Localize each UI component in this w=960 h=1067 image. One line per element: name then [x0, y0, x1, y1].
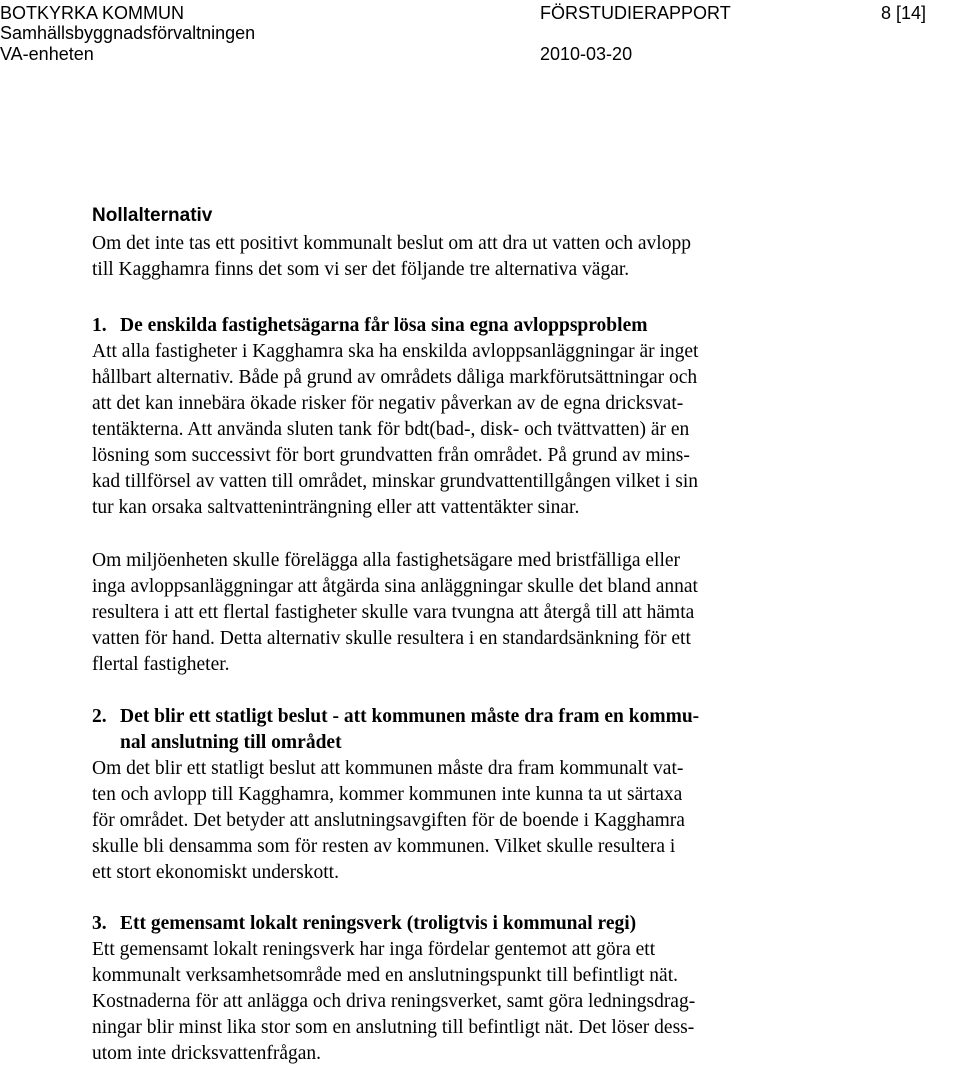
alternative-1-heading	[92, 313, 852, 339]
alternative-2-number: 2.	[92, 706, 107, 727]
body-line: Om miljöenheten skulle förelägga alla fastighetsägare med bristfälliga eller	[92, 550, 681, 571]
alternative-1	[92, 313, 852, 521]
intro-paragraph	[92, 231, 852, 283]
body-line: inga avloppsanläggningar att åtgärda sina anläggningar skulle det bland annat	[92, 576, 698, 597]
body-line: utom inte dricksvattenfrågan.	[92, 1043, 322, 1064]
body-line: ten och avlopp till Kagghamra, kommer kommunen inte kunna ta ut särtaxa	[92, 784, 683, 805]
body-line: att det kan innebära ökade risker för negativ påverkan av de egna dricksvat-	[92, 393, 684, 414]
body-line: ningar blir minst lika stor som en anslutning till befintligt nät. Det löser dess-	[92, 1017, 695, 1038]
intro-line: till Kagghamra finns det som vi ser det följande tre alternativa vägar.	[92, 259, 630, 280]
body-line: Om det blir ett statligt beslut att kommunen måste dra fram kommunalt vat-	[92, 758, 684, 779]
header-org: BOTKYRKA KOMMUN	[0, 3, 185, 23]
header-page-number: 8 [14]	[881, 3, 927, 23]
body-line: skulle bli densamma som för resten av kommunen. Vilket skulle resultera i	[92, 836, 676, 857]
header-doc-type: FÖRSTUDIERAPPORT	[540, 3, 731, 23]
alternative-2-heading	[92, 704, 852, 730]
section-title: Nollalternativ	[92, 205, 213, 226]
header-unit: VA-enheten	[0, 44, 94, 64]
alternative-2-title-line-2: nal anslutning till området	[120, 732, 342, 753]
alternative-3-title: Ett gemensamt lokalt reningsverk (troligtvis i kommunal regi)	[120, 913, 637, 934]
intro-line: Om det inte tas ett positivt kommunalt beslut om att dra ut vatten och avlopp	[92, 233, 691, 254]
alternative-1-number: 1.	[92, 315, 107, 336]
body-line: Ett gemensamt lokalt reningsverk har inga fördelar gentemot att göra ett	[92, 939, 656, 960]
alternative-1-paragraph-2	[92, 548, 852, 678]
body-line: kommunalt verksamhetsområde med en anslutningspunkt till befintligt nät.	[92, 965, 678, 986]
body-line: vatten för hand. Detta alternativ skulle resultera i en standardsänkning för ett	[92, 628, 691, 649]
body-line: Kostnaderna för att anlägga och driva reningsverket, samt göra ledningsdrag-	[92, 991, 696, 1012]
body-line: lösning som successivt för bort grundvatten från området. På grund av mins-	[92, 445, 690, 466]
alternative-3-heading	[92, 911, 852, 937]
header-date: 2010-03-20	[540, 44, 633, 64]
body-line: tentäkterna. Att använda sluten tank för bdt(bad-, disk- och tvättvatten) är en	[92, 419, 690, 440]
alternative-2-title-line-1: Det blir ett statligt beslut - att kommunen måste dra fram en kommu-	[120, 706, 700, 727]
alternative-1-title: De enskilda fastighetsägarna får lösa sina egna avloppsproblem	[120, 315, 648, 336]
body-line: Att alla fastigheter i Kagghamra ska ha enskilda avloppsanläggningar är inget	[92, 341, 699, 362]
header-dept: Samhällsbyggnadsförvaltningen	[0, 23, 256, 43]
body-line: ett stort ekonomiskt underskott.	[92, 862, 339, 883]
alternative-2-heading-cont	[92, 730, 852, 756]
body-line: tur kan orsaka saltvatteninträngning eller att vattentäkter sinar.	[92, 497, 580, 518]
body-line: kad tillförsel av vatten till området, minskar grundvattentillgången vilket i sin	[92, 471, 698, 492]
alternative-3-number: 3.	[92, 913, 107, 934]
alternative-2	[92, 704, 852, 886]
body-line: resultera i att ett flertal fastigheter skulle vara tvungna att återgå till att hämta	[92, 602, 695, 623]
body-line: hållbart alternativ. Både på grund av områdets dåliga markförutsättningar och	[92, 367, 698, 388]
body-line: flertal fastigheter.	[92, 654, 230, 675]
alternative-3	[92, 911, 852, 1067]
body-line: för området. Det betyder att anslutningsavgiften för de boende i Kagghamra	[92, 810, 685, 831]
